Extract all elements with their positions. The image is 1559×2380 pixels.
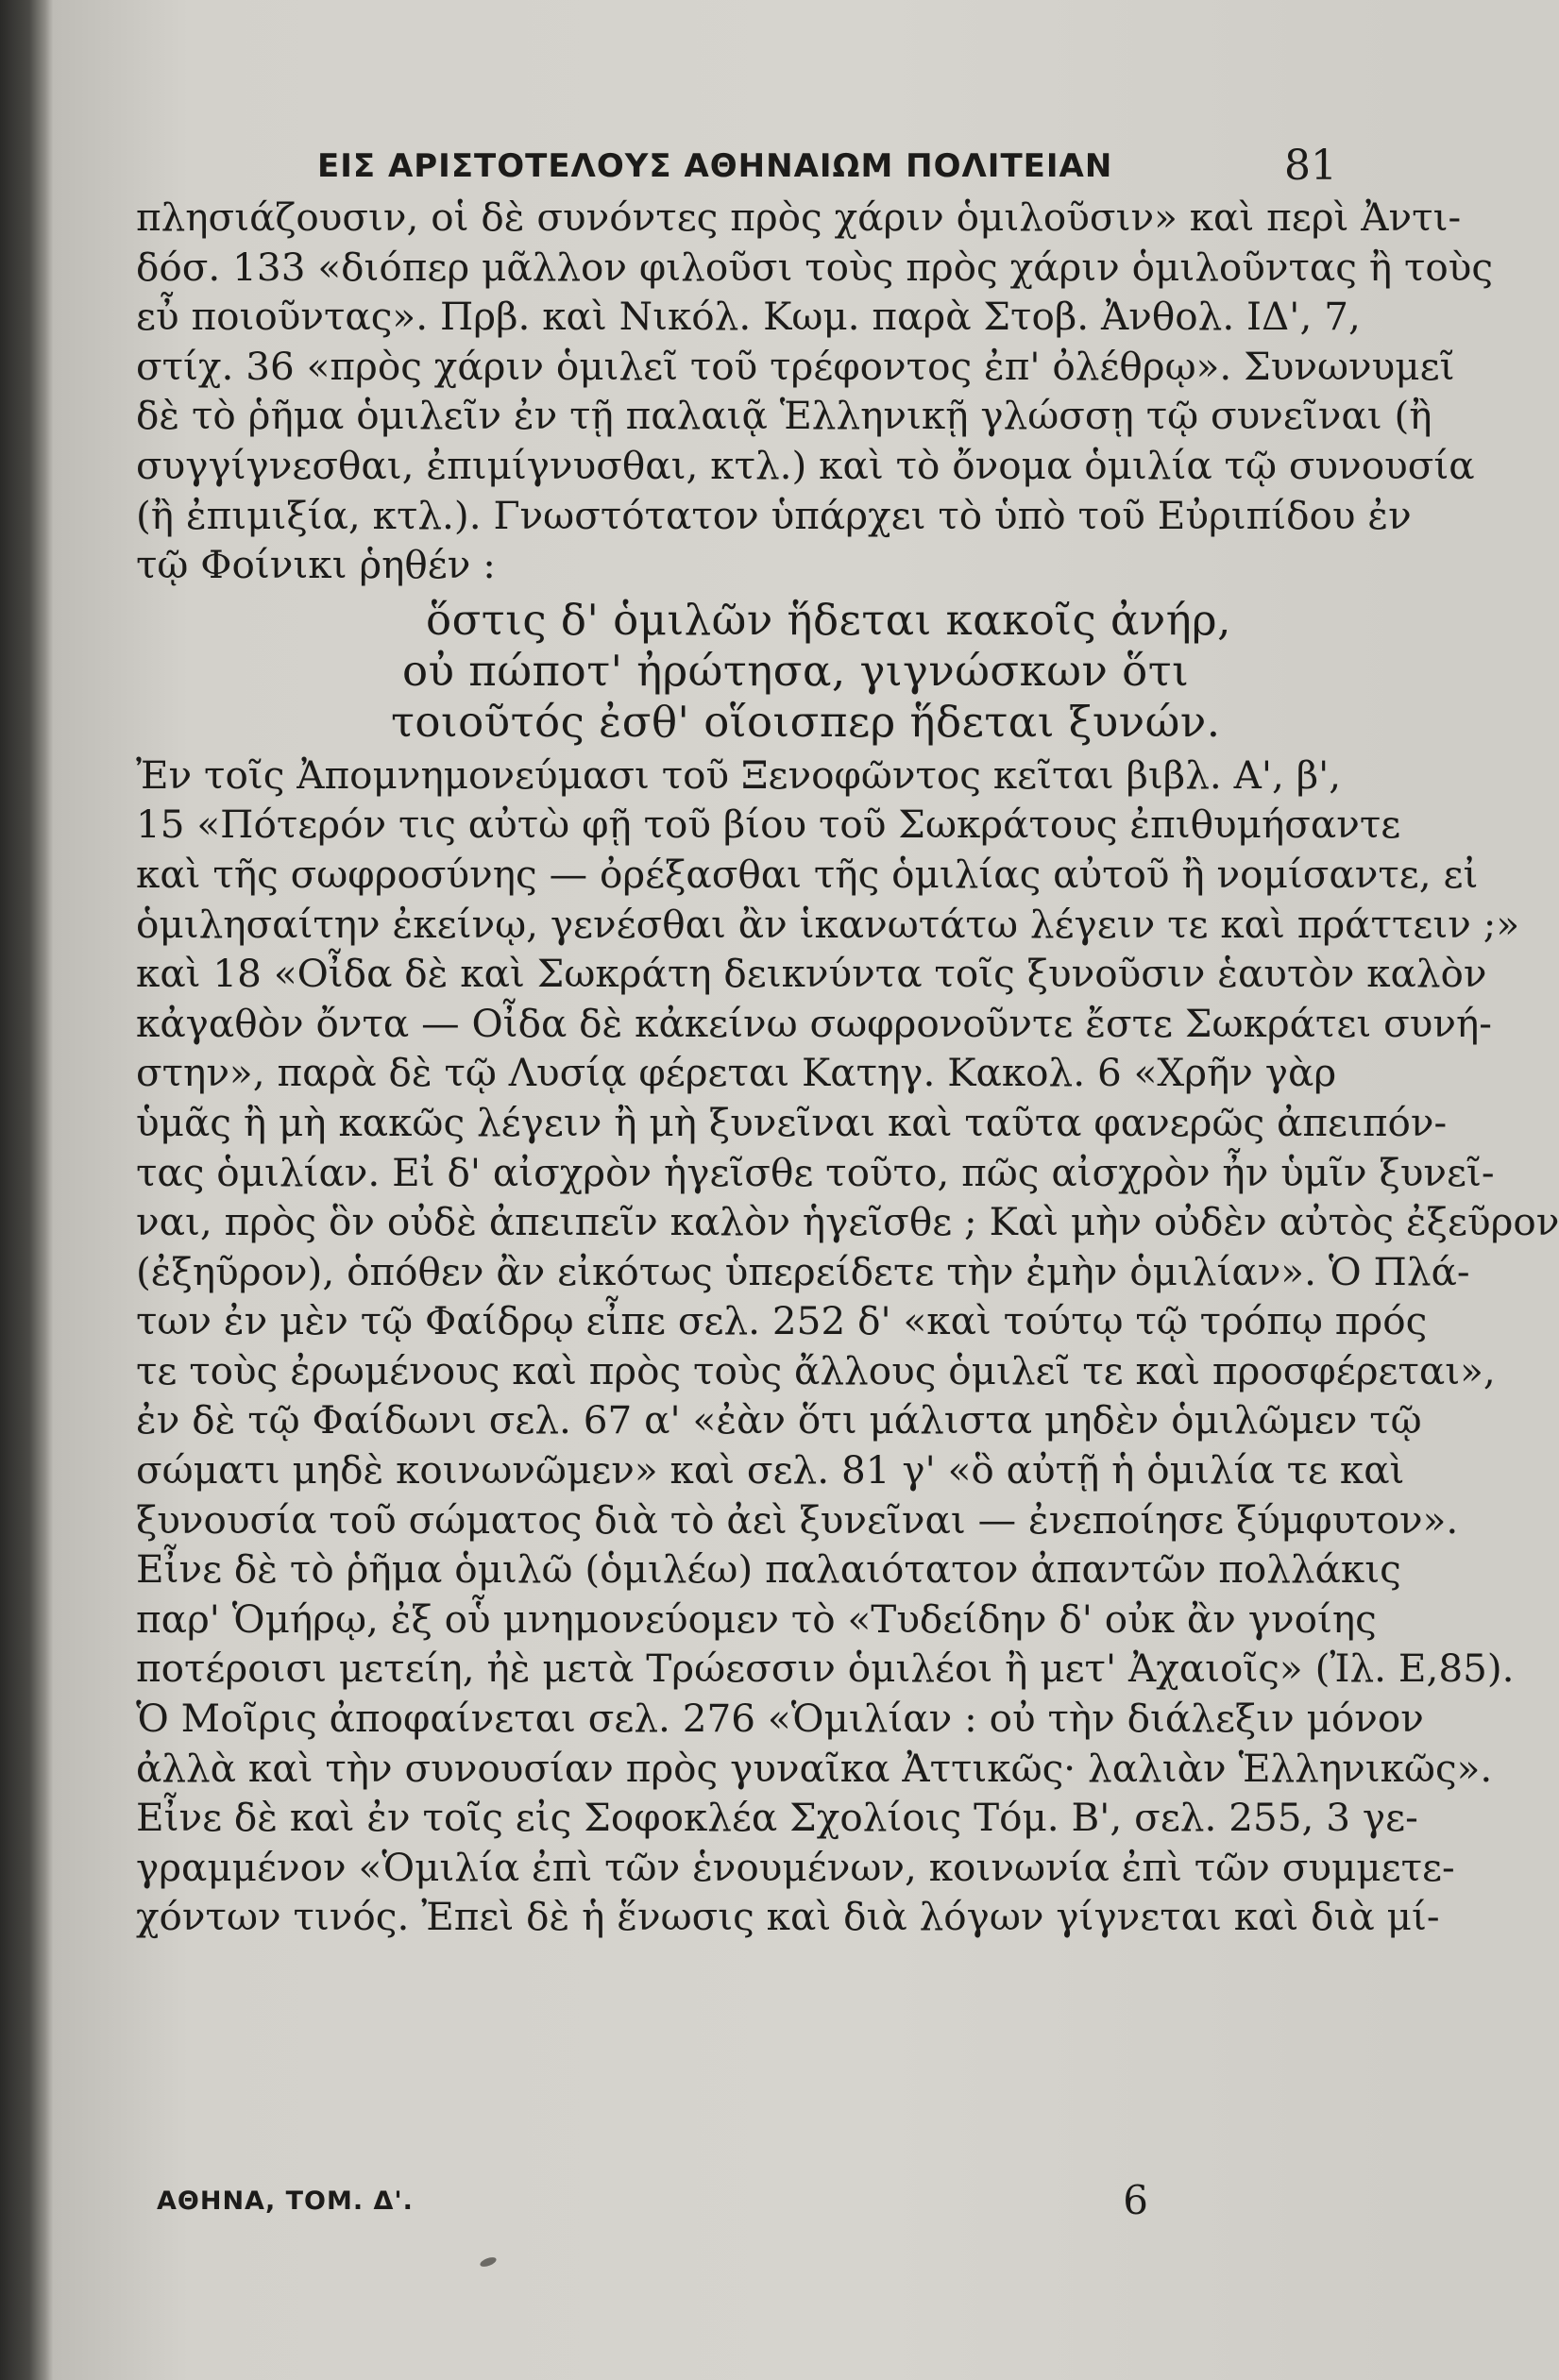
text-line: πλησιάζουσιν, οἱ δὲ συνόντες πρὸς χάριν ὁμιλοῦσιν» καὶ περὶ Ἀντι- — [136, 194, 1462, 240]
text-line: ὁμιλησαίτην ἐκείνῳ, γενέσθαι ἂν ἱκανωτάτω λέγειν τε καὶ πράττειν ;» — [136, 901, 1520, 947]
text-line: κἀγαθὸν ὄντα — Οἶδα δὲ κἀκείνω σωφρονοῦντε ἔστε Σωκράτει συνή- — [136, 1000, 1492, 1046]
text-line: παρ' Ὁμήρῳ, ἐξ οὗ μνημονεύομεν τὸ «Τυδείδην δ' οὐκ ἂν γνοίης — [136, 1595, 1377, 1642]
text-line: Εἶνε δὲ τὸ ῥῆμα ὁμιλῶ (ὁμιλέω) παλαιότατον ἀπαντῶν πολλάκις — [136, 1546, 1401, 1593]
text-line: συγγίγνεσθαι, ἐπιμίγνυσθαι, κτλ.) καὶ τὸ ὄνομα ὁμιλία τῷ συνουσία — [136, 442, 1475, 488]
verse-line: οὐ πώποτ' ἠρώτησα, γιγνώσκων ὅτι — [402, 645, 1190, 696]
verse-line: τοιοῦτός ἐσθ' οἵοισπερ ἥδεται ξυνών. — [391, 696, 1221, 747]
book-spine-shadow — [0, 0, 53, 2380]
text-line: (ἢ ἐπιμιξία, κτλ.). Γνωστότατον ὑπάρχει τὸ ὑπὸ τοῦ Εὐριπίδου ἐν — [136, 492, 1412, 538]
text-line: εὖ ποιοῦντας». Πρβ. καὶ Νικόλ. Κωμ. παρὰ Στοβ. Ἀνθολ. ΙΔ', 7, — [136, 294, 1361, 340]
text-line: καὶ 18 «Οἶδα δὲ καὶ Σωκράτη δεικνύντα τοῖς ξυνοῦσιν ἑαυτὸν καλὸν — [136, 951, 1487, 997]
text-line: τῷ Φοίνικι ῥηθέν : — [136, 542, 496, 588]
text-line: των ἐν μὲν τῷ Φαίδρῳ εἶπε σελ. 252 δ' «καὶ τούτῳ τῷ τρόπῳ πρός — [136, 1298, 1428, 1344]
text-line: δὲ τὸ ῥῆμα ὁμιλεῖν ἐν τῇ παλαιᾷ Ἑλληνικῇ γλώσσῃ τῷ συνεῖναι (ἢ — [136, 393, 1432, 439]
text-line: στίχ. 36 «πρὸς χάριν ὁμιλεῖ τοῦ τρέφοντος ἐπ' ὀλέθρῳ». Συνωνυμεῖ — [136, 343, 1455, 389]
text-line: τας ὁμιλίαν. Εἰ δ' αἰσχρὸν ἡγεῖσθε τοῦτο, πῶς αἰσχρὸν ἦν ὑμῖν ξυνεῖ- — [136, 1149, 1495, 1195]
running-head — [251, 140, 1337, 196]
text-line: Εἶνε δὲ καὶ ἐν τοῖς εἰς Σοφοκλέα Σχολίοις Τόμ. Β', σελ. 255, 3 γε- — [136, 1795, 1418, 1841]
main-text — [136, 193, 1559, 1942]
text-line: Ὁ Μοῖρις ἀποφαίνεται σελ. 276 «Ὁμιλίαν : οὐ τὴν διάλεξιν μόνον — [136, 1696, 1424, 1742]
text-line: ὑμᾶς ἢ μὴ κακῶς λέγειν ἢ μὴ ξυνεῖναι καὶ ταῦτα φανερῶς ἀπειπόν- — [136, 1099, 1448, 1145]
page-footer — [157, 2177, 1148, 2234]
text-line: ναι, πρὸς ὃν οὐδὲ ἀπειπεῖν καλὸν ἡγεῖσθε ; Καὶ μὴν οὐδὲν αὐτὸς ἐξεῦρον — [136, 1199, 1559, 1245]
text-line: δόσ. 133 «διόπερ μᾶλλον φιλοῦσι τοὺς πρὸς χάριν ὁμιλοῦντας ἢ τοὺς — [136, 244, 1494, 290]
verse-quotation — [136, 596, 1297, 749]
text-line: ἐν δὲ τῷ Φαίδωνι σελ. 67 α' «ἐὰν ὅτι μάλιστα μηδὲν ὁμιλῶμεν τῷ — [136, 1397, 1422, 1443]
ink-blot — [479, 2255, 498, 2269]
text-line: ποτέροισι μετείη, ἠὲ μετὰ Τρώεσσιν ὁμιλέοι ἢ μετ' Ἀχαιοῖς» (Ἰλ. Ε,85). — [136, 1646, 1515, 1692]
text-line: 15 «Πότερόν τις αὐτὼ φῇ τοῦ βίου τοῦ Σωκράτους ἐπιθυμήσαντε — [136, 802, 1401, 848]
text-line: καὶ τῆς σωφροσύνης — ὀρέξασθαι τῆς ὁμιλίας αὐτοῦ ἢ νομίσαντε, εἰ — [136, 851, 1479, 897]
running-title: ΕΙΣ ΑΡΙΣΤΟΤΕΛΟΥΣ ΑΘΗΝΑΙΩΜ ΠΟΛΙΤΕΙΑΝ — [317, 147, 1113, 185]
text-line: σώματι μηδὲ κοινωνῶμεν» καὶ σελ. 81 γ' «ὃ αὐτῇ ἡ ὁμιλία τε καὶ — [136, 1447, 1405, 1494]
text-line: ξυνουσία τοῦ σώματος διὰ τὸ ἀεὶ ξυνεῖναι — ἐνεποίησε ξύμφυτον». — [136, 1496, 1459, 1543]
verse-line: ὅστις δ' ὁμιλῶν ἥδεται κακοῖς ἀνήρ, — [426, 594, 1231, 645]
page-number: 81 — [1284, 142, 1337, 190]
text-line: χόντων τινός. Ἐπεὶ δὲ ἡ ἕνωσις καὶ διὰ λόγων γίγνεται καὶ διὰ μί- — [136, 1894, 1440, 1940]
text-line: ἀλλὰ καὶ τὴν συνουσίαν πρὸς γυναῖκα Ἀττικῶς· λαλιὰν Ἑλληνικῶς». — [136, 1745, 1493, 1791]
text-line: γραμμένον «Ὁμιλία ἐπὶ τῶν ἑνουμένων, κοινωνία ἐπὶ τῶν συμμετε- — [136, 1844, 1455, 1890]
text-line: (ἐξηῦρον), ὁπόθεν ἂν εἰκότως ὑπερείδετε τὴν ἐμὴν ὁμιλίαν». Ὁ Πλά- — [136, 1248, 1470, 1294]
signature-mark: ΑΘΗΝΑ, ΤΟΜ. Δ'. — [157, 2186, 414, 2216]
signature-number: 6 — [1123, 2177, 1148, 2223]
text-line: Ἐν τοῖς Ἀπομνημονεύμασι τοῦ Ξενοφῶντος κεῖται βιβλ. Α', β', — [136, 751, 1342, 798]
text-line: στην», παρὰ δὲ τῷ Λυσίᾳ φέρεται Κατηγ. Κακολ. 6 «Χρῆν γὰρ — [136, 1050, 1337, 1096]
book-page — [53, 0, 1559, 2380]
text-line: τε τοὺς ἐρωμένους καὶ πρὸς τοὺς ἄλλους ὁμιλεῖ τε καὶ προσφέρεται», — [136, 1347, 1496, 1393]
